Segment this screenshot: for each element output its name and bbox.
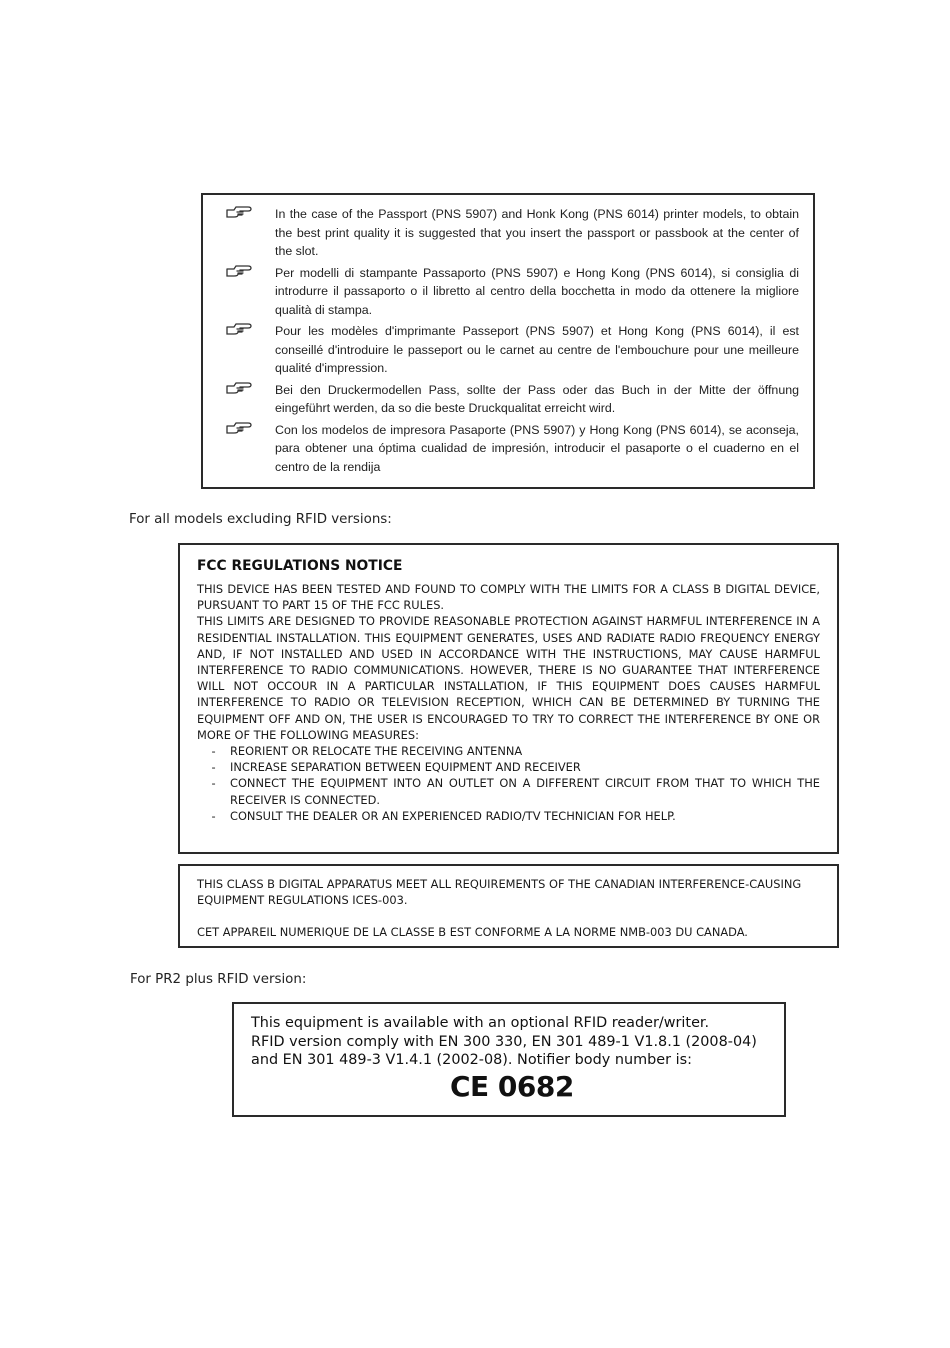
fcc-paragraph: THIS DEVICE HAS BEEN TESTED AND FOUND TO COMPLY WITH THE LIMITS FOR A CLASS B DIGITAL DEVICE, PURSUANT TO PART 15 OF THE FCC RULES. [197, 582, 820, 613]
measure-text: REORIENT OR RELOCATE THE RECEIVING ANTENNA [230, 744, 523, 759]
note-german [203, 381, 799, 418]
measure-text: INCREASE SEPARATION BETWEEN EQUIPMENT AND RECEIVER [230, 760, 581, 775]
list-item [197, 808, 820, 824]
dash-bullet: - [211, 808, 216, 823]
note-italian [203, 264, 799, 320]
note-english [203, 205, 799, 261]
note-text: Con los modelos de impresora Pasaporte (PNS 5907) y Hong Kong (PNS 6014), se aconseja, para obtener una óptima cualidad de impresión, introducir el pasaporte o el cuaderno en el centro de la rendija [275, 422, 799, 474]
caption-non-rfid: For all models excluding RFID versions: [129, 512, 392, 527]
rfid-line: RFID version comply with EN 300 330, EN 301 489-1 V1.8.1 (2008-04) [251, 1033, 757, 1050]
note-text: Pour les modèles d'imprimante Passeport (PNS 5907) et Hong Kong (PNS 6014), il est conseillé d'introduire le passeport ou le carnet au centre de l'embouchure pour une meilleure qualité d'impression. [275, 324, 799, 375]
rfid-line: and EN 301 489-3 V1.4.1 (2002-08). Notifier body number is: [251, 1052, 692, 1068]
dash-bullet: - [211, 744, 216, 759]
rfid-compliance-box [232, 1002, 786, 1117]
pointing-hand-icon [203, 381, 275, 395]
dash-bullet: - [211, 776, 216, 791]
note-text: Bei den Druckermodellen Pass, sollte der Pass oder das Buch in der Mitte der öffnung eingeführt werden, da so die beste Druckqualitat erreicht wird. [275, 382, 799, 415]
pointing-hand-icon [203, 205, 275, 219]
caption-rfid: For PR2 plus RFID version: [130, 972, 307, 987]
print-quality-notes-box [201, 193, 815, 489]
fcc-notice-box [178, 543, 839, 854]
list-item [197, 759, 820, 775]
measure-text: CONNECT THE EQUIPMENT INTO AN OUTLET ON A DIFFERENT CIRCUIT FROM THAT TO WHICH THE RECEIVER IS CONNECTED. [230, 776, 820, 807]
dash-bullet: - [211, 760, 216, 775]
note-spanish [203, 421, 799, 477]
list-item [197, 743, 820, 759]
note-text: Per modelli di stampante Passaporto (PNS 5907) e Hong Kong (PNS 6014), si consiglia di introdurre il passaporto o il libretto al centro della bocchetta in modo da ottenere la migliore qualità di stampa. [275, 265, 799, 317]
fcc-paragraph: THIS LIMITS ARE DESIGNED TO PROVIDE REASONABLE PROTECTION AGAINST HARMFUL INTERFERENCE IN A RESIDENTIAL INSTALLATION. THIS EQUIPMENT GENERATES, USES AND RADIATE RADIO FREQUENCY ENERGY AND, IF NOT INSTALLED AND USED IN ACCORDANCE WITH THE INSTRUCTIONS, MAY CAUSE HARMFUL INTERFERENCE TO RADIO COMMUNICATIONS. HOWEVER, THERE IS NO GUARANTEE THAT INTERFERENCE WILL NOT OCCOUR IN A PARTICULAR INSTALLATION, IF THIS EQUIPMENT DOES CAUSES HARMFUL INTERFERENCE TO RADIO OR TELEVISION RECEPTION, WHICH CAN BE DETERMINED BY TURNING THE EQUIPMENT OFF AND ON, THE USER IS ENCOURAGED TO TRY TO CORRECT THE INTERFERENCE BY ONE OR MORE OF THE FOLLOWING MEASURES: [197, 614, 820, 742]
note-text: In the case of the Passport (PNS 5907) and Honk Kong (PNS 6014) printer models, to obtain the best print quality it is suggested that you insert the passport or passbook at the center of the slot. [275, 207, 799, 258]
fcc-measures-list [197, 743, 820, 824]
pointing-hand-icon [203, 322, 275, 336]
note-french [203, 322, 799, 378]
pointing-hand-icon [203, 421, 275, 435]
rfid-line: This equipment is available with an optional RFID reader/writer. [251, 1015, 710, 1031]
ce-mark: CE 0682 [450, 1069, 574, 1103]
canada-french-text: CET APPAREIL NUMERIQUE DE LA CLASSE B EST CONFORME A LA NORME NMB-003 DU CANADA. [197, 925, 748, 940]
measure-text: CONSULT THE DEALER OR AN EXPERIENCED RADIO/TV TECHNICIAN FOR HELP. [230, 808, 676, 823]
canada-english-text: THIS CLASS B DIGITAL APPARATUS MEET ALL REQUIREMENTS OF THE CANADIAN INTERFERENCE-CAUSING EQUIPMENT REGULATIONS ICES-003. [197, 877, 802, 908]
pointing-hand-icon [203, 264, 275, 278]
list-item [197, 775, 820, 807]
canada-ices-box [178, 864, 839, 948]
fcc-title: FCC REGULATIONS NOTICE [197, 558, 403, 574]
